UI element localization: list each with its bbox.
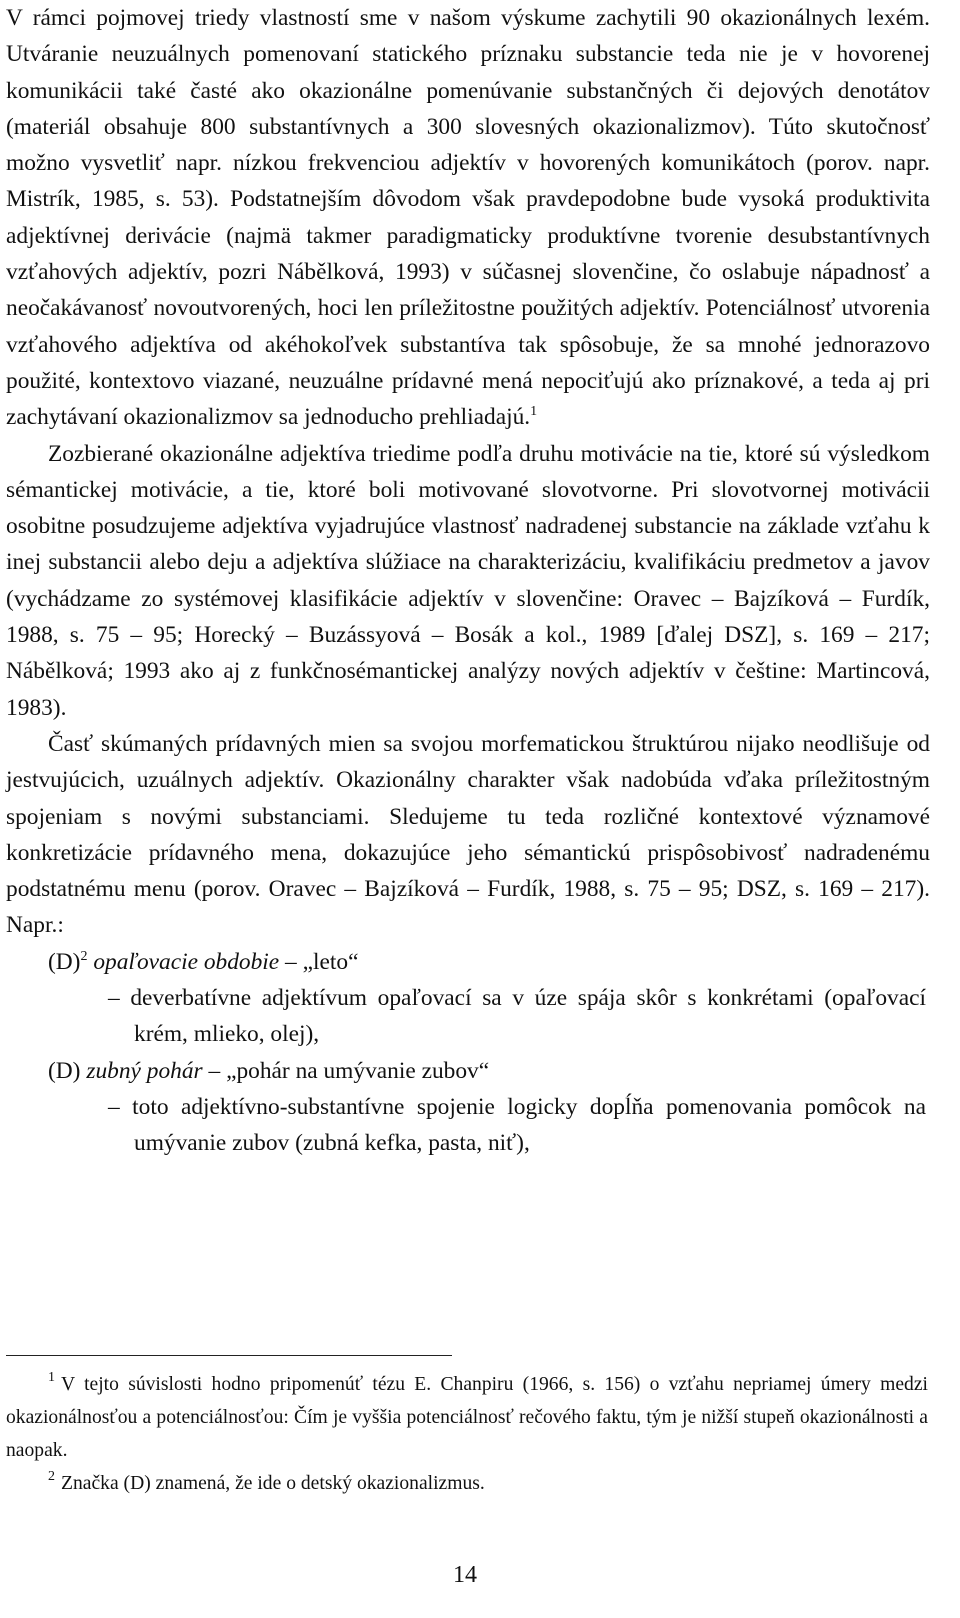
example-1-term: opaľovacie obdobie: [93, 948, 280, 975]
example-1: [6, 944, 930, 980]
footnote-2-number: 2: [48, 1469, 55, 1484]
example-2: [6, 1053, 930, 1089]
footnote-2: [6, 1467, 928, 1500]
footnote-divider: [6, 1355, 452, 1356]
example-1-dash: –: [285, 948, 297, 975]
example-2-dash: –: [208, 1057, 221, 1084]
example-1-explanation: – deverbatívne adjektívum opaľovací sa v úze spája skôr s konkrétami (opaľovací krém, mlieko, olej),: [108, 985, 926, 1048]
example-2-gloss: „pohár na umývanie zubov“: [226, 1057, 490, 1084]
example-2-term: zubný pohár: [86, 1057, 203, 1084]
paragraph-1-text: V rámci pojmovej triedy vlastností sme v našom výskume zachytili 90 okazionálnych lexém. Utváranie neuzuálnych pomenovaní statického príznaku substancie teda nie je v hovorenej komunikácii také časté ako okazionálne pomenúvanie substančných či dejových denotátov (materiál obsahuje 800 substantívnych a 300 slovesných okazionalizmov). Túto skutočnosť možno vysvetliť napr. nízkou frekvenciou adjektív v hovorených komunikátoch (porov. napr. Mistrík, 1985, s. 53). Podstatnejším dôvodom však pravdepodobne bude vysoká produktivita adjektívnej derivácie (najmä takmer paradigmaticky produktívne tvorenie desubstantívnych vzťahových adjektív, pozri Nábělková, 1993) v súčasnej slovenčine, čo oslabuje nápadnosť a neočakávanosť novoutvorených, hoci len príležitostne použitých adjektív. Potenciálnosť utvorenia vzťahového adjektíva od akéhokoľvek substantíva tak spôsobuje, že sa mnohé jednorazovo použité, kontextovo viazané, neuzuálne prídavné mená nepociťujú ako príznakové, a teda aj pri zachytávaní okazionalizmov sa jednoducho prehliadajú.: [6, 5, 930, 431]
footnote-1-number: 1: [48, 1370, 55, 1385]
example-1-gloss: „leto“: [302, 948, 359, 975]
footnote-2-text: Značka (D) znamená, že ide o detský okazionalizmus.: [61, 1473, 485, 1494]
footnote-1-text: V tejto súvislosti hodno pripomenúť tézu E. Chanpiru (1966, s. 156) o vzťahu nepriamej úmery medzi okazionálnosťou a potenciálnosťou: Čím je vyššia potenciálnosť rečového faktu, tým je nižší stupeň okazionálnosti a naopak.: [6, 1374, 928, 1461]
document-page: [6, 0, 930, 1162]
example-2-marker: (D): [48, 1057, 81, 1084]
page-number: 14: [453, 1562, 477, 1588]
footnote-ref-1: 1: [530, 404, 538, 420]
body-text: [6, 0, 930, 1162]
paragraph-2: Zozbierané okazionálne adjektíva triedime podľa druhu motivácie na tie, ktoré sú výsledkom sémantickej motivácie, a tie, ktoré boli motivované slovotvorne. Pri slovotvornej motivácii osobitne posudzujeme adjektíva vyjadrujúce vlastnosť nadradenej substancie na základe vzťahu k inej substancii alebo deju a adjektíva slúžiace na charakterizáciu, kvalifikáciu predmetov a javov (vychádzame zo systémovej klasifikácie adjektív v slovenčine: Oravec – Bajzíková – Furdík, 1988, s. 75 – 95; Horecký – Buzássyová – Bosák a kol., 1989 [ďalej DSZ], s. 169 – 217; Nábělková; 1993 ako aj z funkčnosémantickej analýzy nových adjektív v češtine: Martincová, 1983).: [6, 440, 930, 721]
footnote-ref-2: 2: [80, 948, 88, 964]
paragraph-3: Časť skúmaných prídavných mien sa svojou morfematickou štruktúrou nijako neodlišuje od jestvujúcich, uzuálnych adjektív. Okazionálny charakter však nadobúda vďaka príležitostným spojeniam s novými substanciami. Sledujeme tu teda rozličné kontextové významové konkretizácie prídavného mena, dokazujúce jeho sémantickú prispôsobivosť nadradenému podstatnému menu (porov. Oravec – Bajzíková – Furdík, 1988, s. 75 – 95; DSZ, s. 169 – 217). Napr.:: [6, 730, 930, 939]
paragraph-1: [6, 0, 930, 436]
footnotes: [6, 1368, 928, 1500]
example-1-marker: (D): [48, 948, 81, 975]
footnote-1: [6, 1368, 928, 1467]
example-2-explanation: – toto adjektívno-substantívne spojenie logicky dopĺňa pomenovania pomôcok na umývanie zubov (zubná kefka, pasta, niť),: [108, 1093, 926, 1157]
